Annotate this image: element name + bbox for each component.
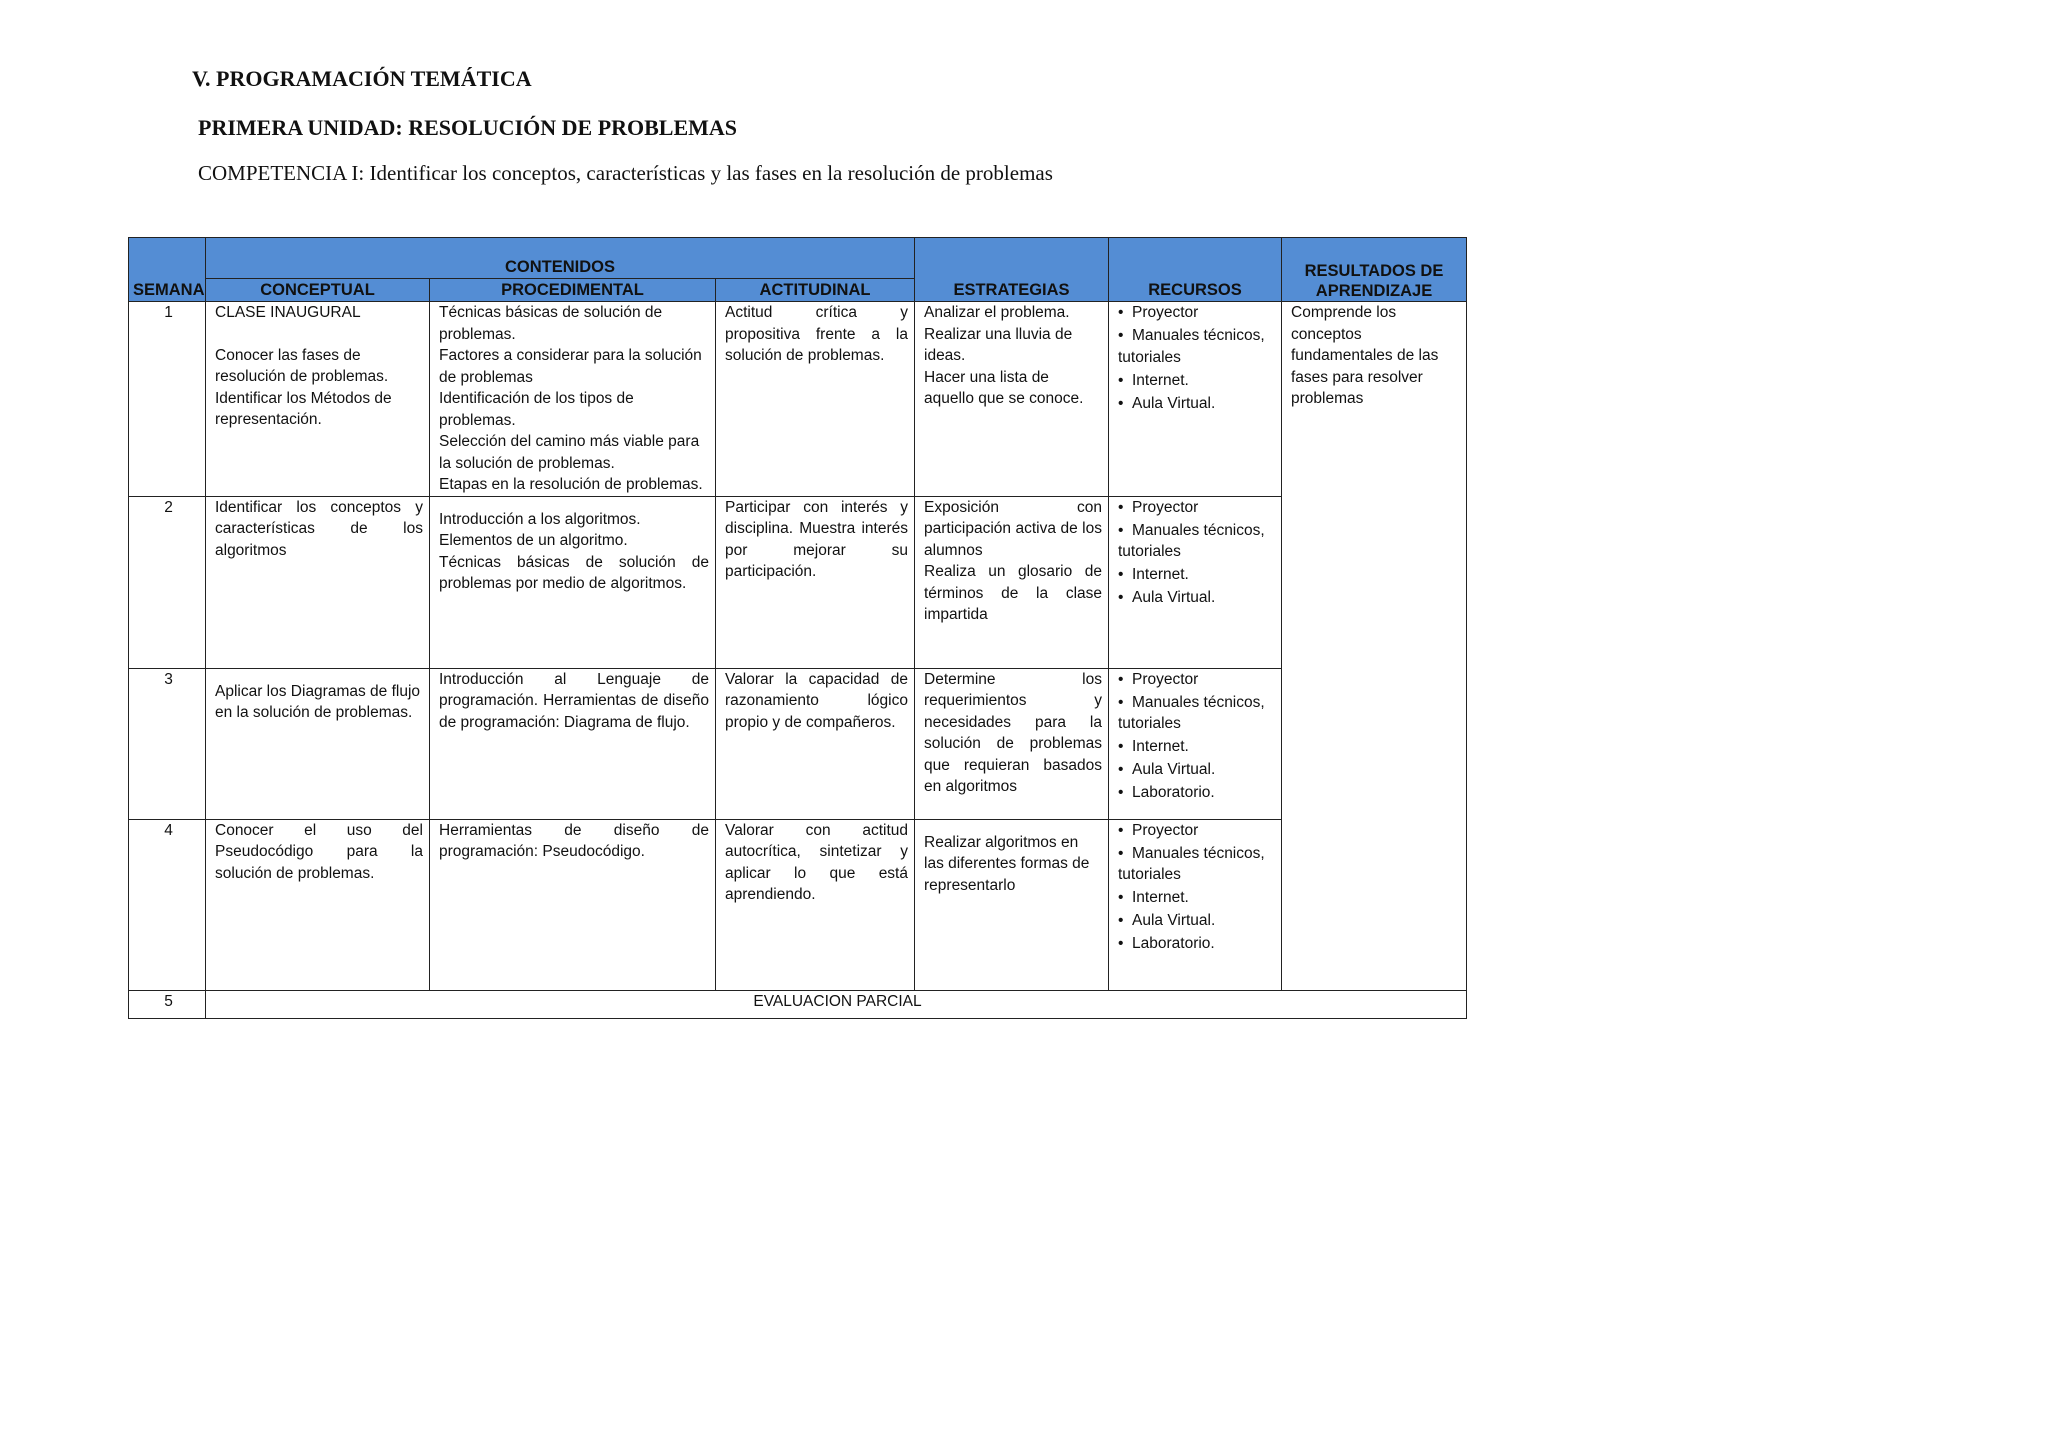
bullet-icon: • [1118,844,1124,862]
table-row [129,496,1467,668]
list-item: • Aula Virtual. [1118,587,1275,609]
procedimental-cell [430,302,716,497]
list-item: • Manuales técnicos, tutoriales [1118,521,1265,560]
list-item: • Aula Virtual. [1118,910,1275,932]
header-contenidos: CONTENIDOS [206,238,915,279]
estrategia-line: Hacer una lista de aquello que se conoce. [924,368,1084,407]
actitudinal-cell: Valorar con actitud autocrítica, sintetizar y aplicar lo que está aprendiendo. [716,819,915,990]
list-item: • Aula Virtual. [1118,393,1275,415]
list-item: • Manuales técnicos, tutoriales [1118,327,1265,366]
unit-title: PRIMERA UNIDAD: RESOLUCIÓN DE PROBLEMAS [198,115,738,140]
actitudinal-cell: Participar con interés y disciplina. Muestra interés por mejorar su participación. [716,496,915,668]
actitudinal-cell: Valorar la capacidad de razonamiento lógico propio y de compañeros. [716,668,915,819]
procedimental-cell: Herramientas de diseño de programación: Pseudocódigo. [430,819,716,990]
list-item: • Manuales técnicos, tutoriales [1118,693,1265,732]
competencia-text: COMPETENCIA I: Identificar los conceptos, características y las fases en la resolución de problemas [198,161,1053,185]
bullet-icon: • [1118,327,1124,344]
conceptual-text: CLASE INAUGURAL [215,304,361,321]
semana-cell: 3 [129,668,206,819]
table-row [129,302,1467,497]
table-row [129,990,1467,1018]
recursos-cell [1109,668,1282,819]
bullet-icon: • [1118,821,1124,839]
recursos-cell [1109,819,1282,990]
estrategia-line: Realiza un glosario de términos de la clase impartida [924,563,1102,623]
bullet-icon: • [1118,889,1124,906]
estrategia-line: Realizar una lluvia de ideas. [924,325,1073,364]
evaluacion-cell: EVALUACION PARCIAL [206,990,1467,1018]
conceptual-cell [206,302,430,497]
procedimental-line: Elementos de un algoritmo. [439,532,628,549]
header-estrategias: ESTRATEGIAS [915,238,1109,302]
procedimental-line: Selección del camino más viable para la solución de problemas. [439,433,700,472]
programacion-table [128,237,1467,1019]
bullet-icon: • [1118,371,1124,389]
list-item: • Manuales técnicos, tutoriales [1118,844,1265,883]
resultado-cell: Comprende los conceptos fundamentales de las fases para resolver problemas [1282,302,1467,991]
procedimental-line: Introducción a los algoritmos. [439,510,641,528]
semana-cell: 1 [129,302,206,497]
table-row [129,668,1467,819]
procedimental-line: Identificación de los tipos de problemas. [439,390,634,429]
table-row [129,819,1467,990]
bullet-icon: • [1118,935,1124,952]
estrategia-line: Exposición con participación activa de los alumnos [924,498,1102,559]
semana-cell: 4 [129,819,206,990]
list-item: • Proyector [1118,302,1275,324]
recursos-cell [1109,302,1282,497]
list-item: • Proyector [1118,497,1275,519]
procedimental-cell [430,496,716,668]
conceptual-cell: Aplicar los Diagramas de flujo en la solución de problemas. [206,668,430,819]
actitudinal-cell: Actitud crítica y propositiva frente a la solución de problemas. [716,302,915,497]
list-item: • Laboratorio. [1118,933,1275,955]
bullet-icon: • [1118,394,1124,412]
procedimental-line: Factores a considerar para la solución de problemas [439,347,702,386]
recursos-cell [1109,496,1282,668]
list-item: • Laboratorio. [1118,782,1275,804]
conceptual-text: Conocer las fases de resolución de problemas. Identificar los Métodos de representación. [215,346,392,428]
bullet-icon: • [1118,521,1124,539]
header-conceptual: CONCEPTUAL [206,279,430,302]
list-item: • Internet. [1118,370,1275,392]
estrategias-cell [915,302,1109,497]
list-item: • Aula Virtual. [1118,759,1275,781]
list-item: • Internet. [1118,887,1275,909]
header-semana: SEMANA [129,238,206,302]
bullet-icon: • [1118,670,1124,688]
list-item: • Proyector [1118,820,1275,842]
estrategias-cell [915,496,1109,668]
list-item: • Internet. [1118,564,1275,586]
section-title: V. PROGRAMACIÓN TEMÁTICA [192,66,532,91]
bullet-icon: • [1118,912,1124,929]
procedimental-line: Técnicas básicas de solución de problemas por medio de algoritmos. [439,553,709,592]
estrategias-cell: Determine los requerimientos y necesidades para la solución de problemas que requieran basados en algoritmos [915,668,1109,819]
bullet-icon: • [1118,784,1124,801]
bullet-icon: • [1118,738,1124,755]
procedimental-cell: Introducción al Lenguaje de programación. Herramientas de diseño de programación: Diagrama de flujo. [430,668,716,819]
semana-cell: 2 [129,496,206,668]
bullet-icon: • [1118,498,1124,516]
estrategias-cell: Realizar algoritmos en las diferentes formas de representarlo [915,819,1109,990]
bullet-icon: • [1118,304,1124,321]
header-recursos: RECURSOS [1109,238,1282,302]
list-item: • Proyector [1118,669,1275,691]
semana-cell: 5 [129,990,206,1018]
procedimental-line: Etapas en la resolución de problemas. [439,476,703,493]
bullet-icon: • [1118,566,1124,583]
procedimental-line: Técnicas básicas de solución de problemas. [439,304,663,343]
header-actitudinal: ACTITUDINAL [716,279,915,302]
bullet-icon: • [1118,589,1124,606]
conceptual-cell: Identificar los conceptos y características de los algoritmos [206,496,430,668]
conceptual-cell: Conocer el uso del Pseudocódigo para la solución de problemas. [206,819,430,990]
bullet-icon: • [1118,693,1124,711]
list-item: • Internet. [1118,736,1275,758]
bullet-icon: • [1118,761,1124,778]
estrategia-line: Analizar el problema. [924,304,1070,321]
header-procedimental: PROCEDIMENTAL [430,279,716,302]
header-resultados: RESULTADOS DE APRENDIZAJE [1282,238,1467,302]
